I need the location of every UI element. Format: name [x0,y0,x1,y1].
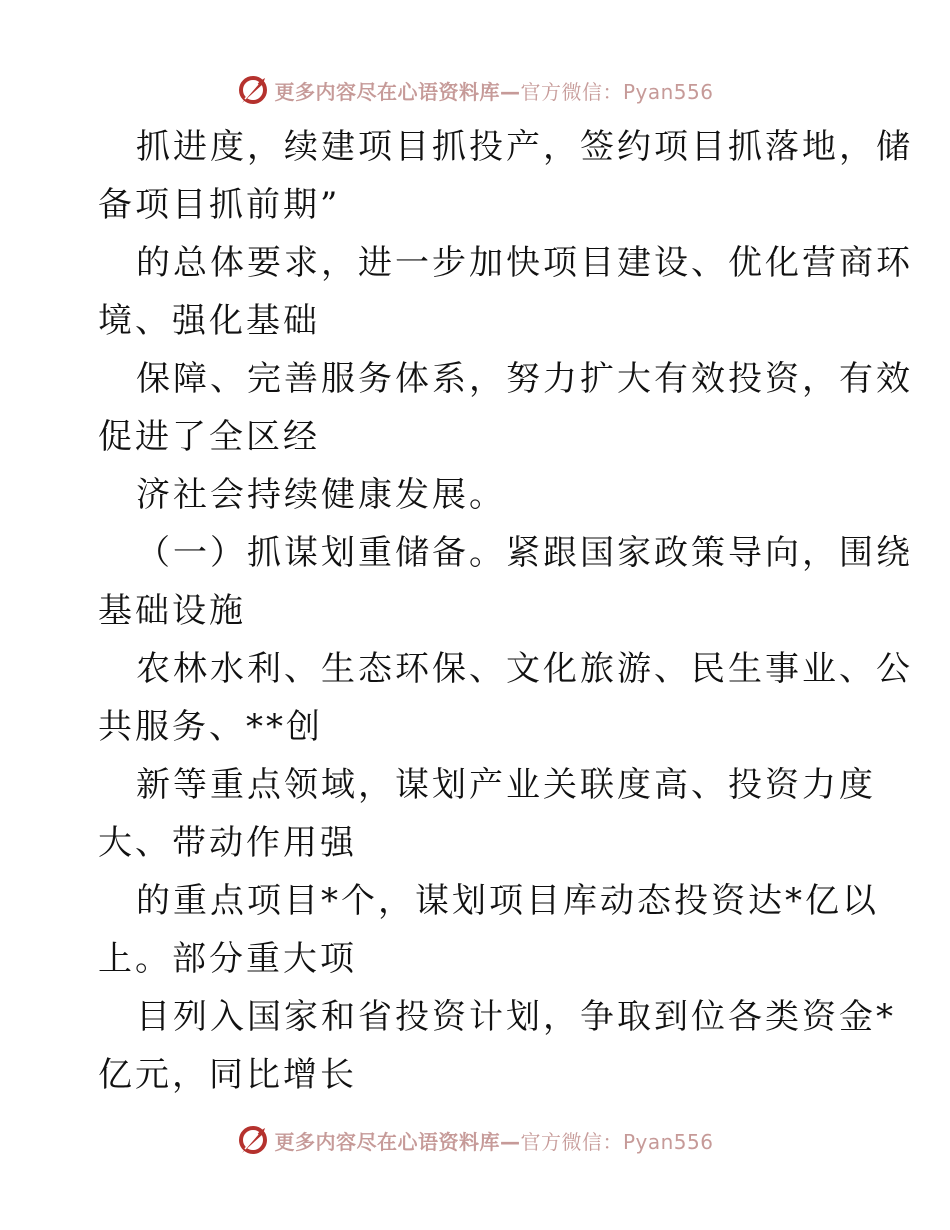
watermark-site: 更多内容尽在心语资料库 [274,1129,500,1154]
watermark-dash: — [499,1129,521,1154]
watermark-site: 更多内容尽在心语资料库 [274,79,500,104]
text-line: 上。部分重大项 [98,939,357,979]
footer-watermark [0,1120,950,1160]
quill-logo-icon [236,1123,270,1157]
text-line: 济社会持续健康发展。 [136,475,506,515]
text-line: 共服务、**创 [98,707,323,747]
document-body [98,118,913,1104]
watermark-text [274,1126,713,1155]
watermark-wechat: 官方微信：Pyan556 [520,1129,714,1154]
text-line: 农林水利、生态环保、文化旅游、民生事业、公 [136,649,913,689]
text-line: 的重点项目*个，谋划项目库动态投资达*亿以 [136,881,879,921]
text-line: 的总体要求，进一步加快项目建设、优化营商环 [136,243,913,283]
text-line: 促进了全区经 [98,417,320,457]
watermark-text [274,76,713,105]
text-line: 抓进度，续建项目抓投产，签约项目抓落地，储 [136,127,913,167]
text-line: 基础设施 [98,591,246,631]
text-line: 目列入国家和省投资计划，争取到位各类资金* [136,997,896,1037]
section-heading-line: （一）抓谋划重储备。紧跟国家政策导向，围绕 [136,533,913,573]
text-line: 保障、完善服务体系，努力扩大有效投资，有效 [136,359,913,399]
watermark-wechat: 官方微信：Pyan556 [520,79,714,104]
text-line: 境、强化基础 [98,301,320,341]
header-watermark [0,70,950,110]
quill-logo-icon [236,73,270,107]
text-line: 亿元，同比增长 [98,1055,357,1095]
text-line: 新等重点领域，谋划产业关联度高、投资力度 [136,765,876,805]
text-line: 大、带动作用强 [98,823,357,863]
watermark-dash: — [499,79,521,104]
text-line: 备项目抓前期” [98,185,341,225]
